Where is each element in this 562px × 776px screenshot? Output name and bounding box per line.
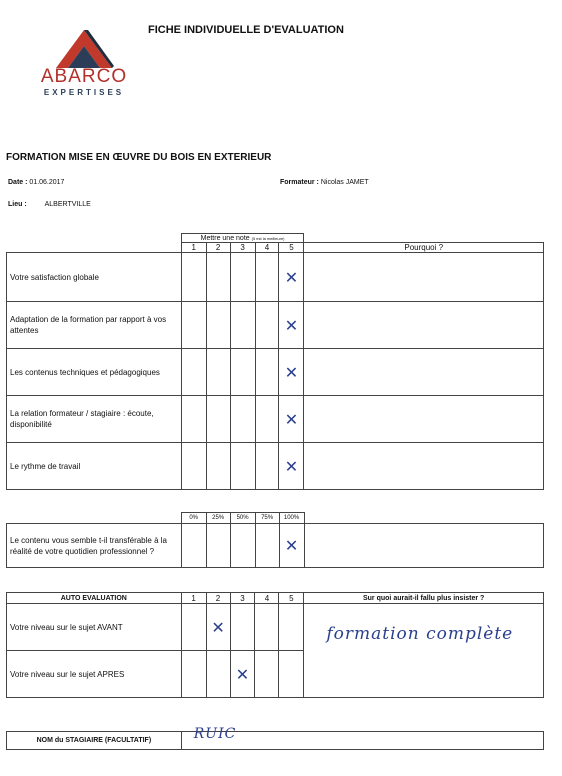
row-label: La relation formateur / stagiaire : écoute, disponibilité [7,396,182,443]
self-evaluation-table [6,592,544,698]
lieu-value: ALBERTVILLE [44,201,91,208]
row-label: Votre niveau sur le sujet AVANT [7,604,182,651]
percent-header: 50% [230,513,255,524]
insist-header: Sur quoi aurait-il fallu plus insister ? [304,593,544,604]
table-row [7,302,544,349]
handwritten-check-mark: ✕ [284,456,299,476]
why-cell[interactable] [304,443,544,490]
score-header: 2 [206,593,230,604]
handwritten-check-mark: ✕ [284,536,299,555]
score-header: 4 [255,593,279,604]
score-header: 5 [279,243,304,253]
row-label: Le contenu vous semble t-il transférable à la réalité de votre quotidien professionnel ? [7,524,182,568]
percent-header: 25% [206,513,230,524]
evaluation-table [6,233,544,490]
why-cell[interactable] [304,253,544,302]
percent-header: 100% [279,513,304,524]
transferability-table [6,512,544,568]
name-field[interactable] [181,726,543,750]
why-cell[interactable] [304,349,544,396]
table-row [7,253,544,302]
date-line [8,179,64,186]
page-title: FICHE INDIVIDUELLE D'EVALUATION [148,24,344,36]
handwritten-comment: formation complète [326,624,514,644]
score-header: 4 [255,243,279,253]
score-header: 1 [181,243,206,253]
table-row [7,604,544,651]
company-logo [34,24,134,104]
lieu-line [8,201,91,208]
self-eval-title: AUTO EVALUATION [7,593,182,604]
logo-name: ABARCO [40,66,128,87]
score-header: 5 [279,593,304,604]
handwritten-check-mark: ✕ [211,617,225,637]
insist-cell[interactable] [304,604,544,698]
percent-header: 0% [181,513,206,524]
score-header: 2 [206,243,230,253]
date-label: Date : [8,179,28,186]
table-row [7,349,544,396]
comment-cell[interactable] [304,524,543,568]
row-label: Les contenus techniques et pédagogiques [7,349,182,396]
percent-header: 75% [255,513,279,524]
row-label: Votre niveau sur le sujet APRES [7,651,182,698]
why-cell[interactable] [304,396,544,443]
table-row [7,443,544,490]
lieu-label: Lieu : [8,201,27,208]
handwritten-name: RUIC [193,726,237,742]
handwritten-check-mark: ✕ [284,362,299,382]
handwritten-check-mark: ✕ [284,267,299,287]
date-value: 01.06.2017 [29,179,65,186]
why-header: Pourquoi ? [304,243,544,253]
row-label: Le rythme de travail [7,443,182,490]
note-header: Mettre une note (5 est la meilleure) [181,234,304,243]
score-header: 1 [181,593,206,604]
table-row [7,524,544,568]
handwritten-check-mark: ✕ [284,315,299,335]
logo-roof-icon [34,24,134,72]
trainee-name-table [6,726,544,750]
why-cell[interactable] [304,302,544,349]
handwritten-check-mark: ✕ [284,409,299,429]
formateur-value: Nicolas JAMET [320,179,369,186]
handwritten-check-mark: ✕ [235,664,250,684]
formateur-line [280,179,369,186]
logo-subtitle: EXPERTISES [43,88,125,97]
row-label: Votre satisfaction globale [7,253,182,302]
score-header: 3 [230,243,255,253]
formation-title: FORMATION MISE EN ŒUVRE DU BOIS EN EXTERIEUR [6,152,272,163]
score-header: 3 [230,593,255,604]
formateur-label: Formateur : [280,179,319,186]
name-label: NOM du STAGIAIRE (FACULTATIF) [7,732,182,750]
row-label: Adaptation de la formation par rapport à vos attentes [7,302,182,349]
table-row [7,396,544,443]
